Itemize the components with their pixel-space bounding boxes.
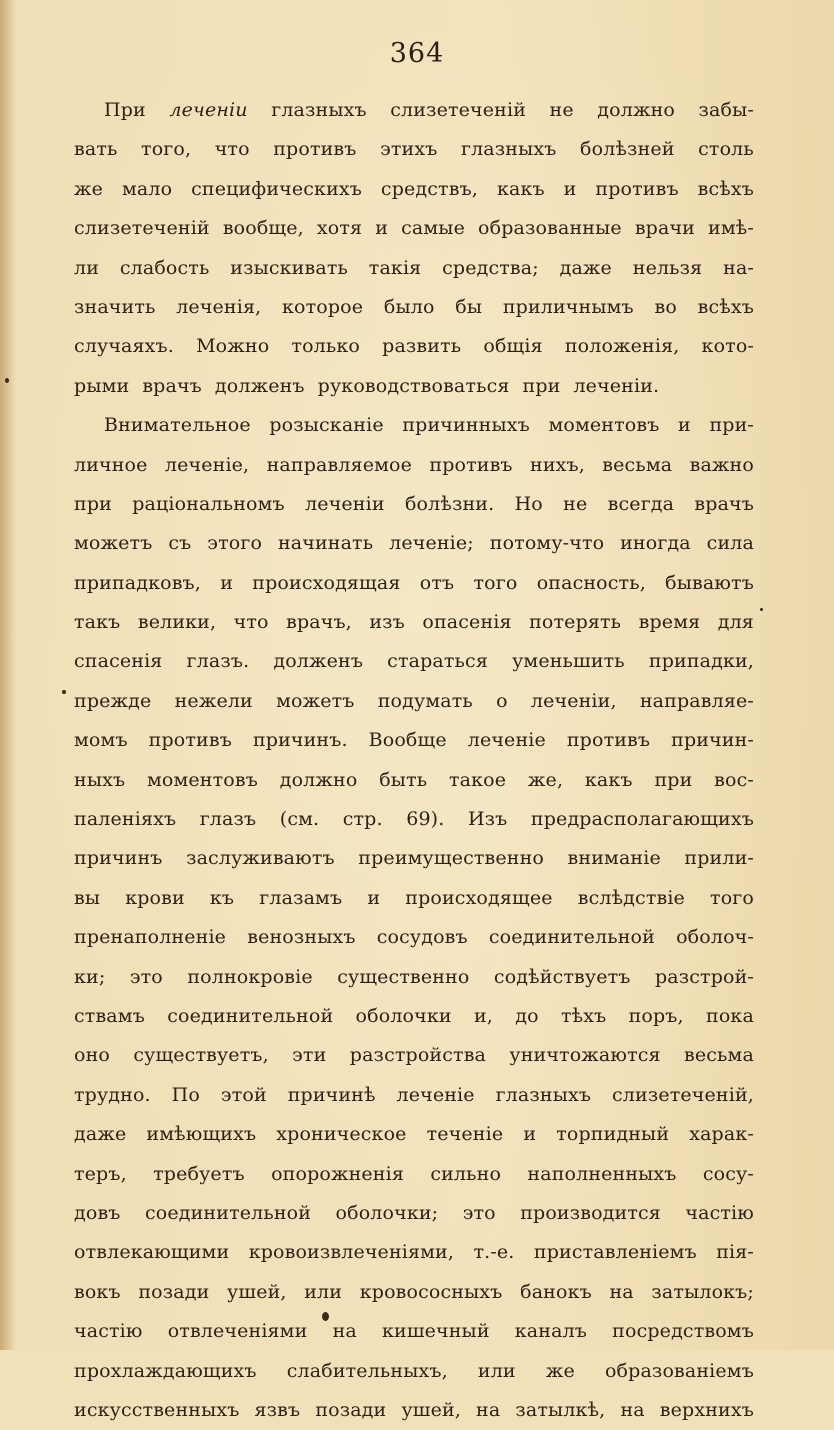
word: ли [74, 256, 100, 279]
word: требуетъ [153, 1162, 245, 1185]
word: хроническое [276, 1123, 407, 1146]
word: что [214, 138, 250, 161]
word: глазныхъ [460, 138, 557, 161]
word: потерять [529, 611, 622, 634]
word: пренаполненіе [74, 926, 227, 949]
word: производится [520, 1201, 661, 1224]
word: довъ [74, 1201, 121, 1224]
word: теченіе [426, 1123, 504, 1146]
word: искусственныхъ [74, 1398, 240, 1421]
word: или [304, 1280, 343, 1303]
word: время [638, 611, 701, 634]
word: каналъ [514, 1320, 588, 1343]
word: бываютъ [665, 571, 754, 594]
text-line [74, 1391, 754, 1430]
word: нежели [174, 689, 253, 712]
text-line [74, 406, 754, 445]
word: подумать [377, 689, 473, 712]
word: не [563, 492, 588, 515]
body-text [74, 91, 754, 1430]
word: важно [689, 453, 754, 476]
word: сила [706, 532, 754, 555]
text-line [74, 91, 754, 130]
word: ушей, [401, 1398, 461, 1421]
word: Внимательное [104, 414, 251, 437]
word: предрасполагающихъ [530, 808, 754, 831]
word: должно [597, 99, 675, 121]
word: посредствомъ [612, 1320, 754, 1343]
word: того [710, 886, 754, 909]
text-line [74, 564, 754, 603]
word: леченіе [467, 729, 546, 752]
word: противъ [148, 729, 232, 752]
word: можетъ [74, 532, 153, 555]
page-number: 364 [389, 38, 445, 69]
text-line [74, 327, 754, 366]
word: весьма [684, 1044, 754, 1067]
word: уменьшить [512, 650, 625, 673]
text-line [74, 958, 754, 997]
word: на [332, 1320, 357, 1343]
word: велики, [137, 611, 217, 634]
word: существенно [337, 965, 470, 988]
word: леченіи [169, 99, 248, 121]
word: разстрой- [654, 965, 754, 988]
word: при- [709, 414, 754, 437]
word: которое [282, 295, 364, 318]
word: самые [401, 217, 465, 240]
word: всегда [607, 492, 675, 515]
word: полнокровіе [187, 965, 313, 988]
word: на [609, 1280, 634, 1303]
text-line [74, 1194, 754, 1233]
word: преимущественно [358, 847, 545, 870]
word: кото- [701, 335, 754, 358]
word: приличнымъ [502, 295, 634, 318]
text-line [74, 1233, 754, 1272]
text-line [74, 367, 754, 406]
word: и [523, 1123, 537, 1146]
word: столь [698, 138, 754, 161]
word: на [476, 1398, 501, 1421]
word: леченіе; [389, 532, 474, 555]
word: частію [685, 1201, 754, 1224]
word: вокъ [74, 1280, 121, 1303]
text-line [74, 288, 754, 327]
word: мало [121, 177, 173, 200]
word: средства; [442, 256, 539, 279]
word: торпидный [556, 1123, 670, 1146]
word: долженъ [214, 374, 305, 397]
word: Изъ [467, 808, 508, 831]
text-line [74, 485, 754, 524]
word: этихъ [380, 138, 438, 161]
word: оно [74, 1044, 110, 1067]
ink-speck [322, 1312, 329, 1321]
word: моментовъ [548, 414, 660, 437]
word: стараться [387, 650, 488, 673]
word: глазныхъ [271, 99, 367, 121]
word: сосудовъ [376, 926, 468, 949]
word: положенія, [564, 335, 680, 358]
text-line [74, 130, 754, 169]
word: прили- [684, 847, 754, 870]
word: противъ [595, 177, 679, 200]
word: врачъ [694, 492, 754, 515]
text-line [74, 879, 754, 918]
word: даже [74, 1123, 127, 1146]
word: теръ, [74, 1162, 127, 1185]
word: съ [168, 532, 192, 555]
word: соединительной [167, 1004, 334, 1027]
ink-speck [760, 608, 763, 611]
word: причинъ. [252, 729, 348, 752]
text-line [74, 603, 754, 642]
word: развить [382, 335, 462, 358]
word: Вообще [368, 729, 447, 752]
word: специфическихъ [191, 177, 362, 200]
word: 69). [406, 808, 445, 831]
word: слизетеченій [74, 217, 210, 240]
word: и [563, 177, 577, 200]
word: язвъ [254, 1398, 301, 1421]
word: на [620, 1398, 645, 1421]
word: трудно. [74, 1083, 151, 1106]
word: уничтожаются [509, 1044, 661, 1067]
word: позади [138, 1280, 210, 1303]
word: забы- [698, 99, 754, 121]
word: даже [559, 256, 612, 279]
word: глазамъ [259, 886, 343, 909]
word: Можно [196, 335, 270, 358]
text-line [74, 249, 754, 288]
text-line [74, 446, 754, 485]
word: врачъ, [286, 611, 352, 634]
word: существуетъ, [133, 1044, 269, 1067]
word: опасность, [536, 571, 646, 594]
word: глазъ. [186, 650, 250, 673]
word: противъ [429, 453, 513, 476]
word: Но [514, 492, 543, 515]
word: этой [220, 1083, 267, 1106]
word: нихъ, [530, 453, 585, 476]
word: По [171, 1083, 200, 1106]
word: отвлеченіями [167, 1320, 308, 1343]
text-line [74, 682, 754, 721]
word: какъ [584, 768, 633, 791]
word: отвлекающими [74, 1241, 230, 1264]
word: это [129, 965, 163, 988]
word: всѣхъ [697, 295, 754, 318]
word: и [220, 571, 234, 594]
word: вслѣдствіе [577, 886, 685, 909]
word: бы [455, 295, 483, 318]
word: вать [74, 138, 118, 161]
word: до [515, 1004, 539, 1027]
text-line [74, 721, 754, 760]
word: крови [125, 886, 185, 909]
word: позади [315, 1398, 387, 1421]
word: было [383, 295, 435, 318]
text-line [74, 997, 754, 1036]
word: тѣхъ [560, 1004, 607, 1027]
word: причин- [671, 729, 754, 752]
word: глазъ [199, 808, 257, 831]
word: только [291, 335, 361, 358]
word: леченія, [176, 295, 262, 318]
word: припадки, [648, 650, 754, 673]
word: рыми [74, 374, 130, 397]
text-line [74, 1352, 754, 1391]
text-line [74, 209, 754, 248]
text-line [74, 1076, 754, 1115]
word: начинать [277, 532, 374, 555]
word: кровоизвлеченіями, [248, 1241, 455, 1264]
word: момъ [74, 729, 128, 752]
word: потому-что [489, 532, 605, 555]
word: имѣющихъ [146, 1123, 257, 1146]
word: направляемое [266, 453, 413, 476]
word: содѣйствуетъ [493, 965, 631, 988]
word: же [545, 1359, 575, 1382]
word: значить [74, 295, 156, 318]
word: личное [74, 453, 148, 476]
word: венозныхъ [247, 926, 356, 949]
word: сосу- [702, 1162, 754, 1185]
word: или [477, 1359, 516, 1382]
word: къ [209, 886, 235, 909]
ink-speck [5, 378, 9, 383]
word: вниманіе [567, 847, 661, 870]
word: о [496, 689, 508, 712]
word: нельзя [632, 256, 703, 279]
word: затылокъ; [651, 1280, 754, 1303]
text-line [74, 839, 754, 878]
word: иногда [620, 532, 691, 555]
word: заслуживаютъ [186, 847, 335, 870]
word: можетъ [276, 689, 355, 712]
word: отъ [419, 571, 455, 594]
text-line [74, 918, 754, 957]
word: вообще, [222, 217, 304, 240]
word: направляе- [639, 689, 754, 712]
word: того [473, 571, 518, 594]
text-line [74, 170, 754, 209]
word: случаяхъ. [74, 335, 174, 358]
word: оболоч- [676, 926, 754, 949]
text-line [74, 1115, 754, 1154]
text-line [74, 1273, 754, 1312]
text-line [74, 800, 754, 839]
word: такое [449, 768, 507, 791]
word: хотя [316, 217, 363, 240]
word: не [549, 99, 574, 121]
ink-speck [62, 690, 66, 694]
word: пія- [716, 1241, 754, 1264]
word: кровососныхъ [359, 1280, 503, 1303]
word: оболочки [355, 1004, 452, 1027]
word: банокъ [520, 1280, 592, 1303]
word: вос- [714, 768, 754, 791]
word: слабительныхъ, [286, 1359, 448, 1382]
word: стр. [342, 808, 383, 831]
word: весьма [602, 453, 673, 476]
word: врачи [634, 217, 695, 240]
word: для [717, 611, 754, 634]
word: быть [379, 768, 428, 791]
word: слабость [119, 256, 210, 279]
word: причинъ [74, 847, 163, 870]
word: во [654, 295, 677, 318]
text-line [74, 1312, 754, 1351]
word: и [678, 414, 691, 437]
word: при [654, 768, 693, 791]
word: этого [207, 532, 263, 555]
word: слизетеченій, [612, 1083, 754, 1106]
word: противъ [566, 729, 651, 752]
word: какъ [496, 177, 545, 200]
word: (см. [279, 808, 320, 831]
word: противъ [273, 138, 357, 161]
word: имѣ- [708, 217, 754, 240]
word: кишечный [381, 1320, 490, 1343]
word: спасенія [74, 650, 163, 673]
word: же [74, 177, 104, 200]
word: образованные [478, 217, 622, 240]
word: ныхъ [74, 768, 126, 791]
binding-gutter-shadow [0, 0, 14, 1350]
word: приставленіемъ [533, 1241, 697, 1264]
word: происходящая [252, 571, 401, 594]
word: ки; [74, 965, 106, 988]
word: частію [74, 1320, 143, 1343]
word: такъ [74, 611, 121, 634]
word: соединительной [145, 1201, 312, 1224]
word: средствъ, [380, 177, 478, 200]
word: разстройства [349, 1044, 487, 1067]
word: верхнихъ [659, 1398, 754, 1421]
word: При [104, 99, 146, 121]
word: и [375, 217, 389, 240]
word: глазныхъ [495, 1083, 592, 1106]
word: леченіи, [530, 689, 617, 712]
text-line [74, 524, 754, 563]
word: леченіе [396, 1083, 475, 1106]
word: харак- [689, 1123, 754, 1146]
word: поръ, [628, 1004, 684, 1027]
word: на- [723, 256, 754, 279]
word: болѣзни. [404, 492, 495, 515]
word: прохлаждающихъ [74, 1359, 257, 1382]
word: руководствоваться [317, 374, 510, 397]
word: паленіяхъ [74, 808, 177, 831]
word: затылкѣ, [515, 1398, 606, 1421]
word: ствамъ [74, 1004, 145, 1027]
word: наполненныхъ [527, 1162, 677, 1185]
word: и [367, 886, 381, 909]
word: пока [706, 1004, 754, 1027]
word: и, [473, 1004, 493, 1027]
word: всѣхъ [697, 177, 754, 200]
word: при [522, 374, 561, 397]
word: припадковъ, [74, 571, 201, 594]
text-line [74, 1036, 754, 1075]
word: общія [483, 335, 543, 358]
word: причинныхъ [402, 414, 530, 437]
word: вы [74, 886, 101, 909]
word: прежде [74, 689, 152, 712]
word: слизетеченій [390, 99, 527, 121]
word: опасенія [422, 611, 512, 634]
word: такія [368, 256, 422, 279]
word: долженъ [273, 650, 364, 673]
text-line [74, 642, 754, 681]
word: моментовъ [146, 768, 258, 791]
word: розысканіе [269, 414, 384, 437]
word: раціональномъ [132, 492, 285, 515]
text-line [74, 1155, 754, 1194]
word: что [233, 611, 269, 634]
word: изыскивать [230, 256, 348, 279]
word: же, [527, 768, 564, 791]
word: образованіемъ [604, 1359, 754, 1382]
word: леченіи [305, 492, 385, 515]
word: леченіи. [573, 374, 660, 397]
word: при [74, 492, 112, 515]
word: болѣзней [580, 138, 675, 161]
word: соединительной [488, 926, 655, 949]
word: причинѣ [287, 1083, 376, 1106]
word: ушей, [227, 1280, 287, 1303]
word: эти [292, 1044, 327, 1067]
word: т.-е. [473, 1241, 515, 1264]
text-line [74, 761, 754, 800]
word: это [462, 1201, 496, 1224]
word: сильно [430, 1162, 502, 1185]
word: оболочки; [335, 1201, 439, 1224]
word: врачъ [142, 374, 202, 397]
word: того, [141, 138, 192, 161]
word: изъ [369, 611, 405, 634]
word: должно [279, 768, 358, 791]
word: опорожненія [271, 1162, 404, 1185]
word: происходящее [405, 886, 553, 909]
word: леченіе, [164, 453, 250, 476]
